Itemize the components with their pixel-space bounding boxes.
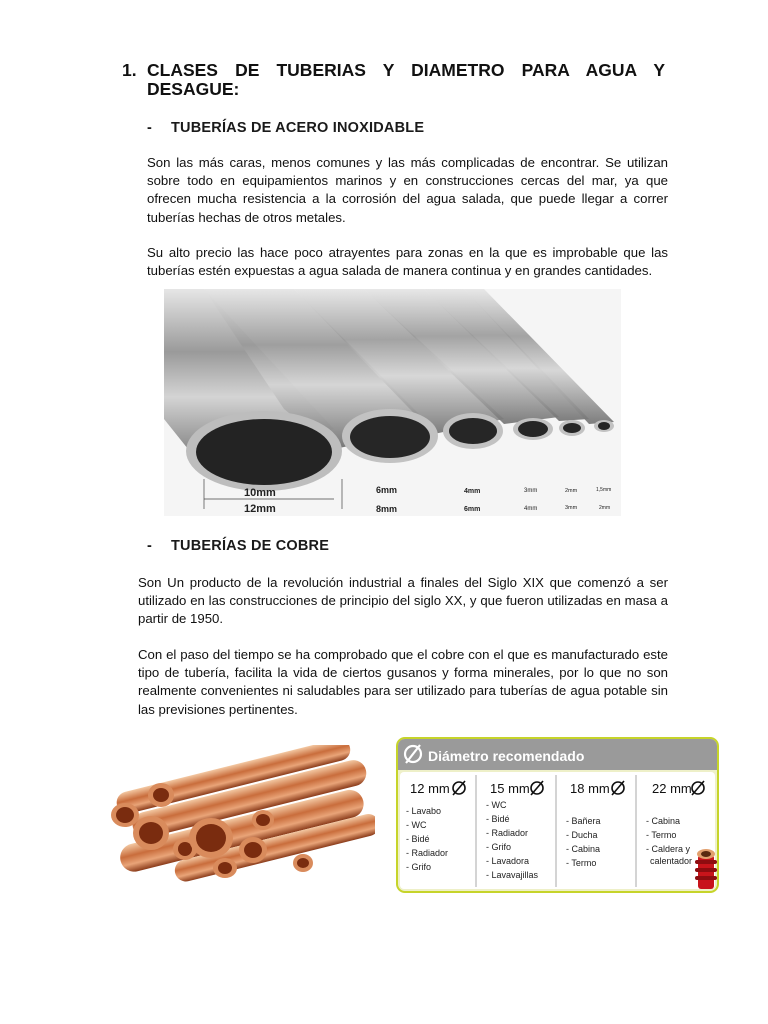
diameter-table-graphic	[396, 737, 719, 893]
pipe-label-top-1: 10mm	[244, 487, 276, 499]
col3-item-1: - Bañera	[566, 816, 601, 826]
col1-size: 12 mm	[410, 781, 450, 796]
col2-item-3: - Radiador	[486, 828, 529, 838]
copper-paragraph-2: Con el paso del tiempo se ha comprobado que el cobre con el que es manufacturado este tipo de tubería, facilita la vida de ciertos gusanos y forma minerales, por lo que no son realmente convenientes ni saludables para ser utilizado para tuberías de agua potable sin las previsiones pertinentes.	[138, 647, 668, 717]
col3-item-2: - Ducha	[566, 830, 598, 840]
diameter-table-title: Diámetro recomendado	[428, 748, 585, 764]
col2-size: 15 mm	[490, 781, 530, 796]
col3-item-4: - Termo	[566, 858, 597, 868]
col2-item-6: - Lavavajillas	[486, 870, 539, 880]
pipe-label-bottom-2: 8mm	[376, 504, 398, 514]
col2-item-2: - Bidé	[486, 814, 510, 824]
steel-pipes-illustration	[164, 289, 621, 516]
pipe-label-bottom-3: 6mm	[464, 506, 481, 513]
subheading-steel	[147, 120, 424, 136]
diameter-table	[396, 737, 719, 893]
pipe-label-bottom-1: 12mm	[244, 503, 276, 515]
col1-item-3: - Bidé	[406, 834, 430, 844]
pipe-label-top-6: 1,5mm	[596, 487, 612, 493]
subheading-copper	[147, 538, 329, 554]
col2-item-1: - WC	[486, 800, 507, 810]
col4-size: 22 mm	[652, 781, 692, 796]
pipe-label-top-5: 2mm	[565, 488, 578, 494]
col2-item-4: - Grifo	[486, 842, 512, 852]
col1-item-1: - Lavabo	[406, 806, 442, 816]
subheading-copper-title: TUBERÍAS DE COBRE	[171, 538, 330, 554]
col1-item-2: - WC	[406, 820, 427, 830]
bullet-dash: -	[147, 120, 153, 136]
copper-pipes-illustration	[103, 745, 375, 888]
col3-size: 18 mm	[570, 781, 610, 796]
subheading-steel-title: TUBERÍAS DE ACERO INOXIDABLE	[171, 120, 425, 136]
col2-item-5: - Lavadora	[486, 856, 530, 866]
steel-paragraph-1: Son las más caras, menos comunes y las más complicadas de encontrar. Se utilizan sobre todo en equipamientos marinos y en construcciones cercas del mar, ya que ofrecen mucha resistencia a la corrosión del agua salada, que puede llegar a correr tuberías hechas de otros metales.	[147, 155, 668, 225]
pipe-label-top-4: 3mm	[524, 488, 538, 494]
pipe-label-top-3: 4mm	[464, 488, 481, 495]
copper-pipes-photo	[103, 745, 375, 888]
steel-pipes-photo	[164, 289, 621, 516]
copper-paragraph-1: Son Un producto de la revolución industrial a finales del Siglo XIX que comenzó a ser utilizado en las construcciones de principio del siglo XX, y que fueron utilizadas en masa a partir de 1950.	[138, 575, 668, 627]
section-title: CLASES DE TUBERIAS Y DIAMETRO PARA AGUA Y DESAGUE:	[147, 60, 665, 99]
col1-item-5: - Grifo	[406, 862, 432, 872]
col4-item-2: - Termo	[646, 830, 677, 840]
col4-item-1: - Cabina	[646, 816, 681, 826]
col4-item-3: - Caldera y	[646, 844, 691, 854]
col1-item-4: - Radiador	[406, 848, 449, 858]
steel-paragraph-2: Su alto precio las hace poco atrayentes para zonas en la que es improbable que las tuberías estén expuestas a agua salada de manera continua y en grandes cantidades.	[147, 245, 668, 279]
section-number: 1.	[122, 60, 137, 80]
pipe-label-top-2: 6mm	[376, 485, 398, 495]
col3-item-3: - Cabina	[566, 844, 601, 854]
fitting-icon	[695, 849, 717, 889]
col4-item-4: calentador	[650, 856, 693, 866]
pipe-label-bottom-5: 3mm	[565, 505, 578, 511]
bullet-dash: -	[147, 538, 153, 554]
pipe-label-bottom-6: 2mm	[599, 505, 611, 511]
pipe-label-bottom-4: 4mm	[524, 506, 538, 512]
